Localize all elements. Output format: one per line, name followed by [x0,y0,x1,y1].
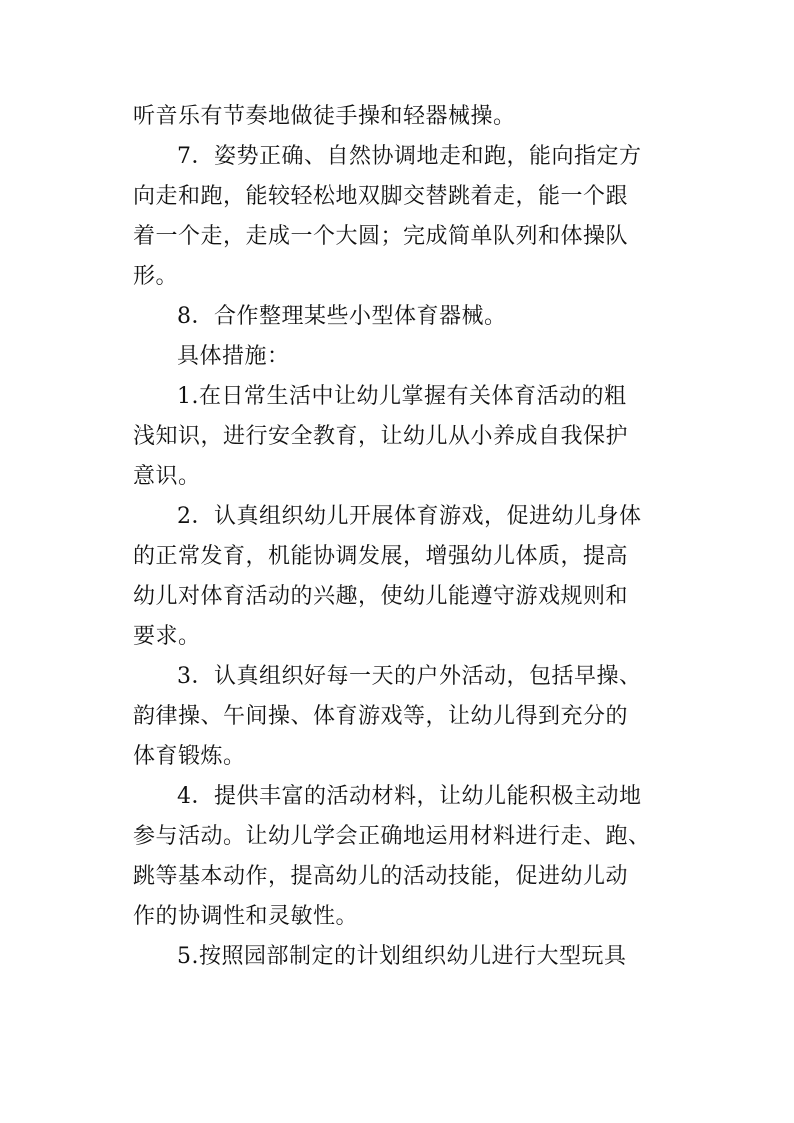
text-line: 要求。 [133,624,201,649]
text-line: 韵律操、午间操、体育游戏等，让幼儿得到充分的 [133,704,629,729]
text-line: 3．认真组织好每一天的户外活动，包括早操、 [177,664,642,689]
text-line: 听音乐有节奏地做徒手操和轻器械操。 [133,104,516,129]
text-line: 幼儿对体育活动的兴趣，使幼儿能遵守游戏规则和 [133,584,629,609]
text-line: 向走和跑，能较轻松地双脚交替跳着走，能一个跟 [133,184,629,209]
text-line: 浅知识，进行安全教育，让幼儿从小养成自我保护 [133,424,629,449]
text-line: 作的协调性和灵敏性。 [133,904,359,929]
text-line: 7．姿势正确、自然协调地走和跑，能向指定方 [177,144,642,169]
text-line: 跳等基本动作，提高幼儿的活动技能，促进幼儿动 [133,864,629,889]
body-text [133,97,673,977]
text-line: 4．提供丰富的活动材料，让幼儿能积极主动地 [177,784,642,809]
text-line: 8．合作整理某些小型体育器械。 [177,304,507,329]
text-line: 体育锻炼。 [133,744,246,769]
text-line: 意识。 [133,464,201,489]
text-line: 2．认真组织幼儿开展体育游戏，促进幼儿身体 [177,504,642,529]
text-line: 5.按照园部制定的计划组织幼儿进行大型玩具 [177,944,627,969]
text-line: 着一个走，走成一个大圆；完成简单队列和体操队 [133,224,629,249]
text-line: 具体措施： [177,344,290,369]
text-line: 参与活动。让幼儿学会正确地运用材料进行走、跑、 [133,824,651,849]
text-line: 形。 [133,264,179,289]
text-line: 1.在日常生活中让幼儿掌握有关体育活动的粗 [177,384,627,409]
text-line: 的正常发育，机能协调发展，增强幼儿体质，提高 [133,544,629,569]
